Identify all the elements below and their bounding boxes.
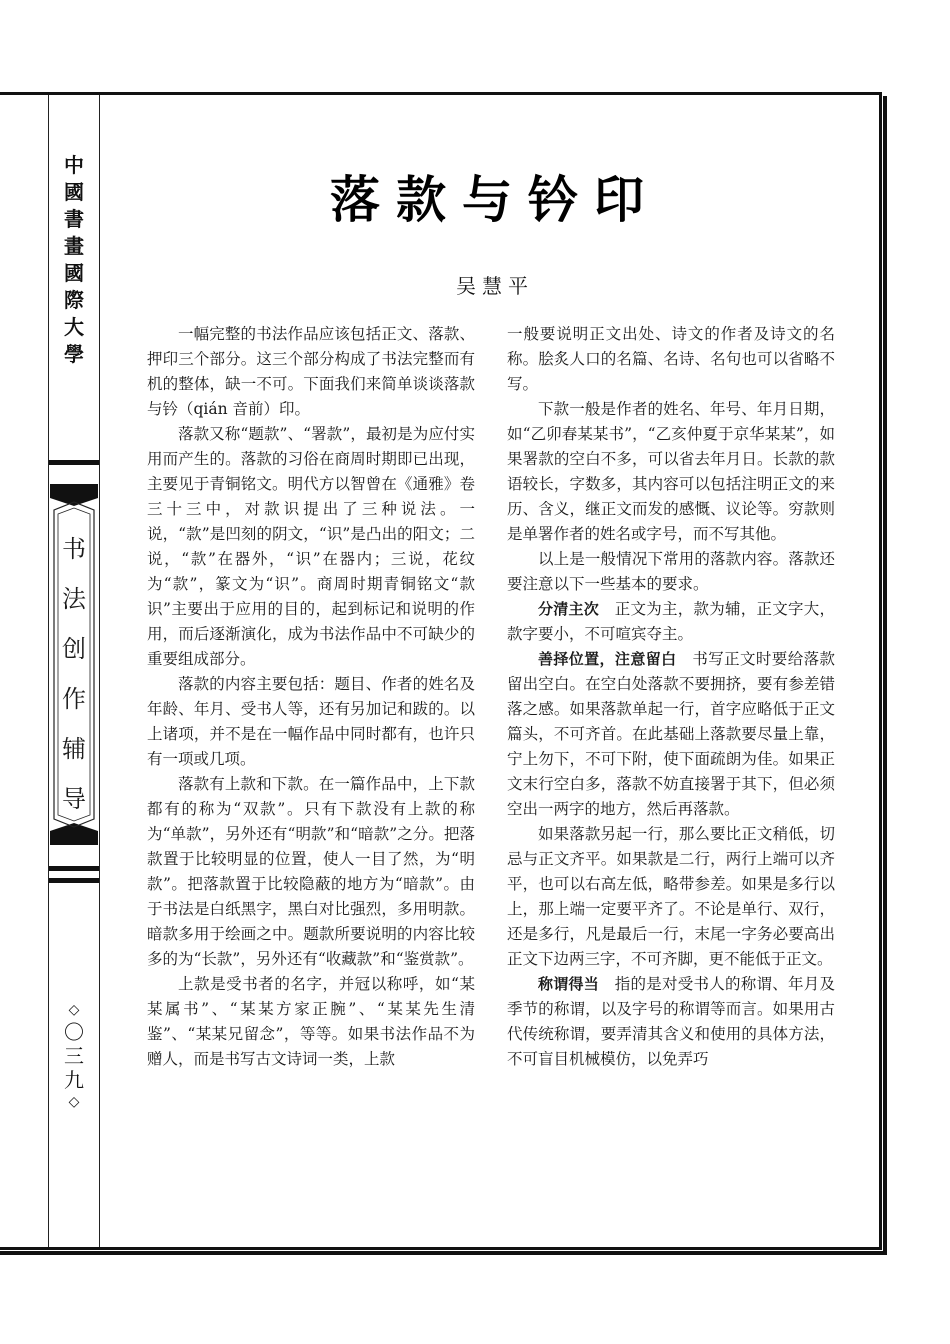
section-char: 法 xyxy=(62,585,86,613)
plaque-bottom-bar xyxy=(49,866,99,871)
subheading: 善择位置，注意留白 xyxy=(538,650,677,668)
left-column xyxy=(147,322,475,1072)
paragraph: 下款一般是作者的姓名、年号、年月日期，如“乙卯春某某书”，“乙亥仲夏于京华某某”，如果署款的空白不多，可以省去年月日。长款的款语较长，字数多，其内容可以包括注明正文的来历、含义，继正文而发的感慨、议论等。穷款则是单署作者的姓名或字号，而不写其他。 xyxy=(507,400,835,543)
paragraph: 一幅完整的书法作品应该包括正文、落款、押印三个部分。这三个部分构成了书法完整而有机的整体，缺一不可。下面我们来简单谈谈落款与钤（qián 音前）印。 xyxy=(147,325,475,418)
paragraph: 上款是受书者的名字，并冠以称呼，如“某某属书”、“某某方家正腕”、“某某先生清鉴”、“某某兄留念”，等等。如果书法作品不为赠人，而是书写古文诗词一类，上款 xyxy=(147,975,475,1068)
section-plaque xyxy=(50,484,98,845)
publication-name xyxy=(52,152,96,368)
article-title: 落款与钤印 xyxy=(330,171,660,229)
section-char: 创 xyxy=(62,635,86,663)
paragraph-body: 指的是对受书人的称谓、年月及季节的称谓，以及字号的称谓等而言。如果用古代传统称谓，要弄清其含义和使用的具体方法，不可盲目机械模仿，以免弄巧 xyxy=(507,975,835,1068)
paragraph-body: 正文为主，款为辅，正文字大，款字要小，不可喧宾夺主。 xyxy=(507,600,835,643)
subheading: 分清主次 xyxy=(538,600,599,618)
article-author: 吴慧平 xyxy=(456,274,534,298)
publication-char: 國 xyxy=(64,261,84,285)
section-char: 书 xyxy=(62,535,86,563)
publication-char: 書 xyxy=(64,207,84,231)
publication-char: 畫 xyxy=(64,234,84,258)
sidebar-left-rule xyxy=(48,95,49,1247)
paragraph-body: 书写正文时要给落款留出空白。在空白处落款不要拥挤，要有参差错落之感。如果落款单起一行，首字应略低于正文篇头，不可齐首。在此基础上落款要尽量上靠，宁上勿下，不可下附，使下面疏朗为佳。如果正文末行空白多，落款不妨直接署于其下，但必须空出一两字的地方，然后再落款。 xyxy=(507,650,835,818)
paragraph: 以上是一般情况下常用的落款内容。落款还要注意以下一些基本的要求。 xyxy=(507,550,835,593)
diamond-icon: ◇ xyxy=(68,1094,80,1110)
paragraph xyxy=(507,597,835,647)
plaque-bottom-bar-thin xyxy=(49,878,99,883)
right-column xyxy=(507,322,835,1072)
sidebar-right-rule xyxy=(99,95,100,1247)
paragraph: 一般要说明正文出处、诗文的作者及诗文的名称。脍炙人口的名篇、名诗、名句也可以省略不写。 xyxy=(507,325,835,393)
page-number xyxy=(52,1000,96,1112)
paragraph xyxy=(507,972,835,1072)
page-number-char: 〇 xyxy=(64,1020,84,1044)
page-number-char: 九 xyxy=(64,1068,84,1092)
paragraph: 落款又称“题款”、“署款”，最初是为应付实用而产生的。落款的习俗在商周时期即已出现，主要见于青铜铭文。明代方以智曾在《通雅》卷三十三中，对款识提出了三种说法。一说，“款”是凹刻的阴文，“识”是凸出的阳文；二说，“款”在器外，“识”在器内；三说，花纹为“款”，篆文为“识”。商周时期青铜铭文“款识”主要出于应用的目的，起到标记和说明的作用，而后逐渐演化，成为书法作品中不可缺少的重要组成部分。 xyxy=(147,425,475,668)
diamond-icon: ◇ xyxy=(68,1002,80,1018)
paragraph: 落款的内容主要包括：题目、作者的姓名及年龄、年月、受书人等，还有另加记和跋的。以上诸项，并不是在一幅作品中同时都有，也许只有一项或几项。 xyxy=(147,675,475,768)
section-char: 辅 xyxy=(62,735,86,763)
section-title xyxy=(50,524,98,824)
page-number-char: 三 xyxy=(64,1044,84,1068)
publication-char: 大 xyxy=(64,315,84,339)
paragraph: 如果落款另起一行，那么要比正文稍低，切忌与正文齐平。如果款是二行，两行上端可以齐平，也可以右高左低，略带参差。如果是多行以上，那上端一定要平齐了。不论是单行、双行，还是多行，凡是最后一行，末尾一字务必要高出正文下边两三字，不可齐脚，更不能低于正文。 xyxy=(507,825,835,968)
publication-char: 中 xyxy=(64,153,84,177)
section-char: 导 xyxy=(62,785,86,813)
paragraph xyxy=(507,647,835,822)
publication-char: 際 xyxy=(64,288,84,312)
publication-char: 學 xyxy=(64,342,84,366)
paragraph: 落款有上款和下款。在一篇作品中，上下款都有的称为“双款”。只有下款没有上款的称为“单款”，另外还有“明款”和“暗款”之分。把落款置于比较明显的位置，使人一目了然，为“明款”。把落款置于比较隐蔽的地方为“暗款”。由于书法是白纸黑字，黑白对比强烈，多用明款。暗款多用于绘画之中。题款所要说明的内容比较多的为“长款”，另外还有“收藏款”和“鉴赏款”。 xyxy=(147,775,475,968)
publication-char: 國 xyxy=(64,180,84,204)
plaque-top-bar xyxy=(49,460,99,465)
section-char: 作 xyxy=(62,685,86,713)
subheading: 称谓得当 xyxy=(538,975,599,993)
